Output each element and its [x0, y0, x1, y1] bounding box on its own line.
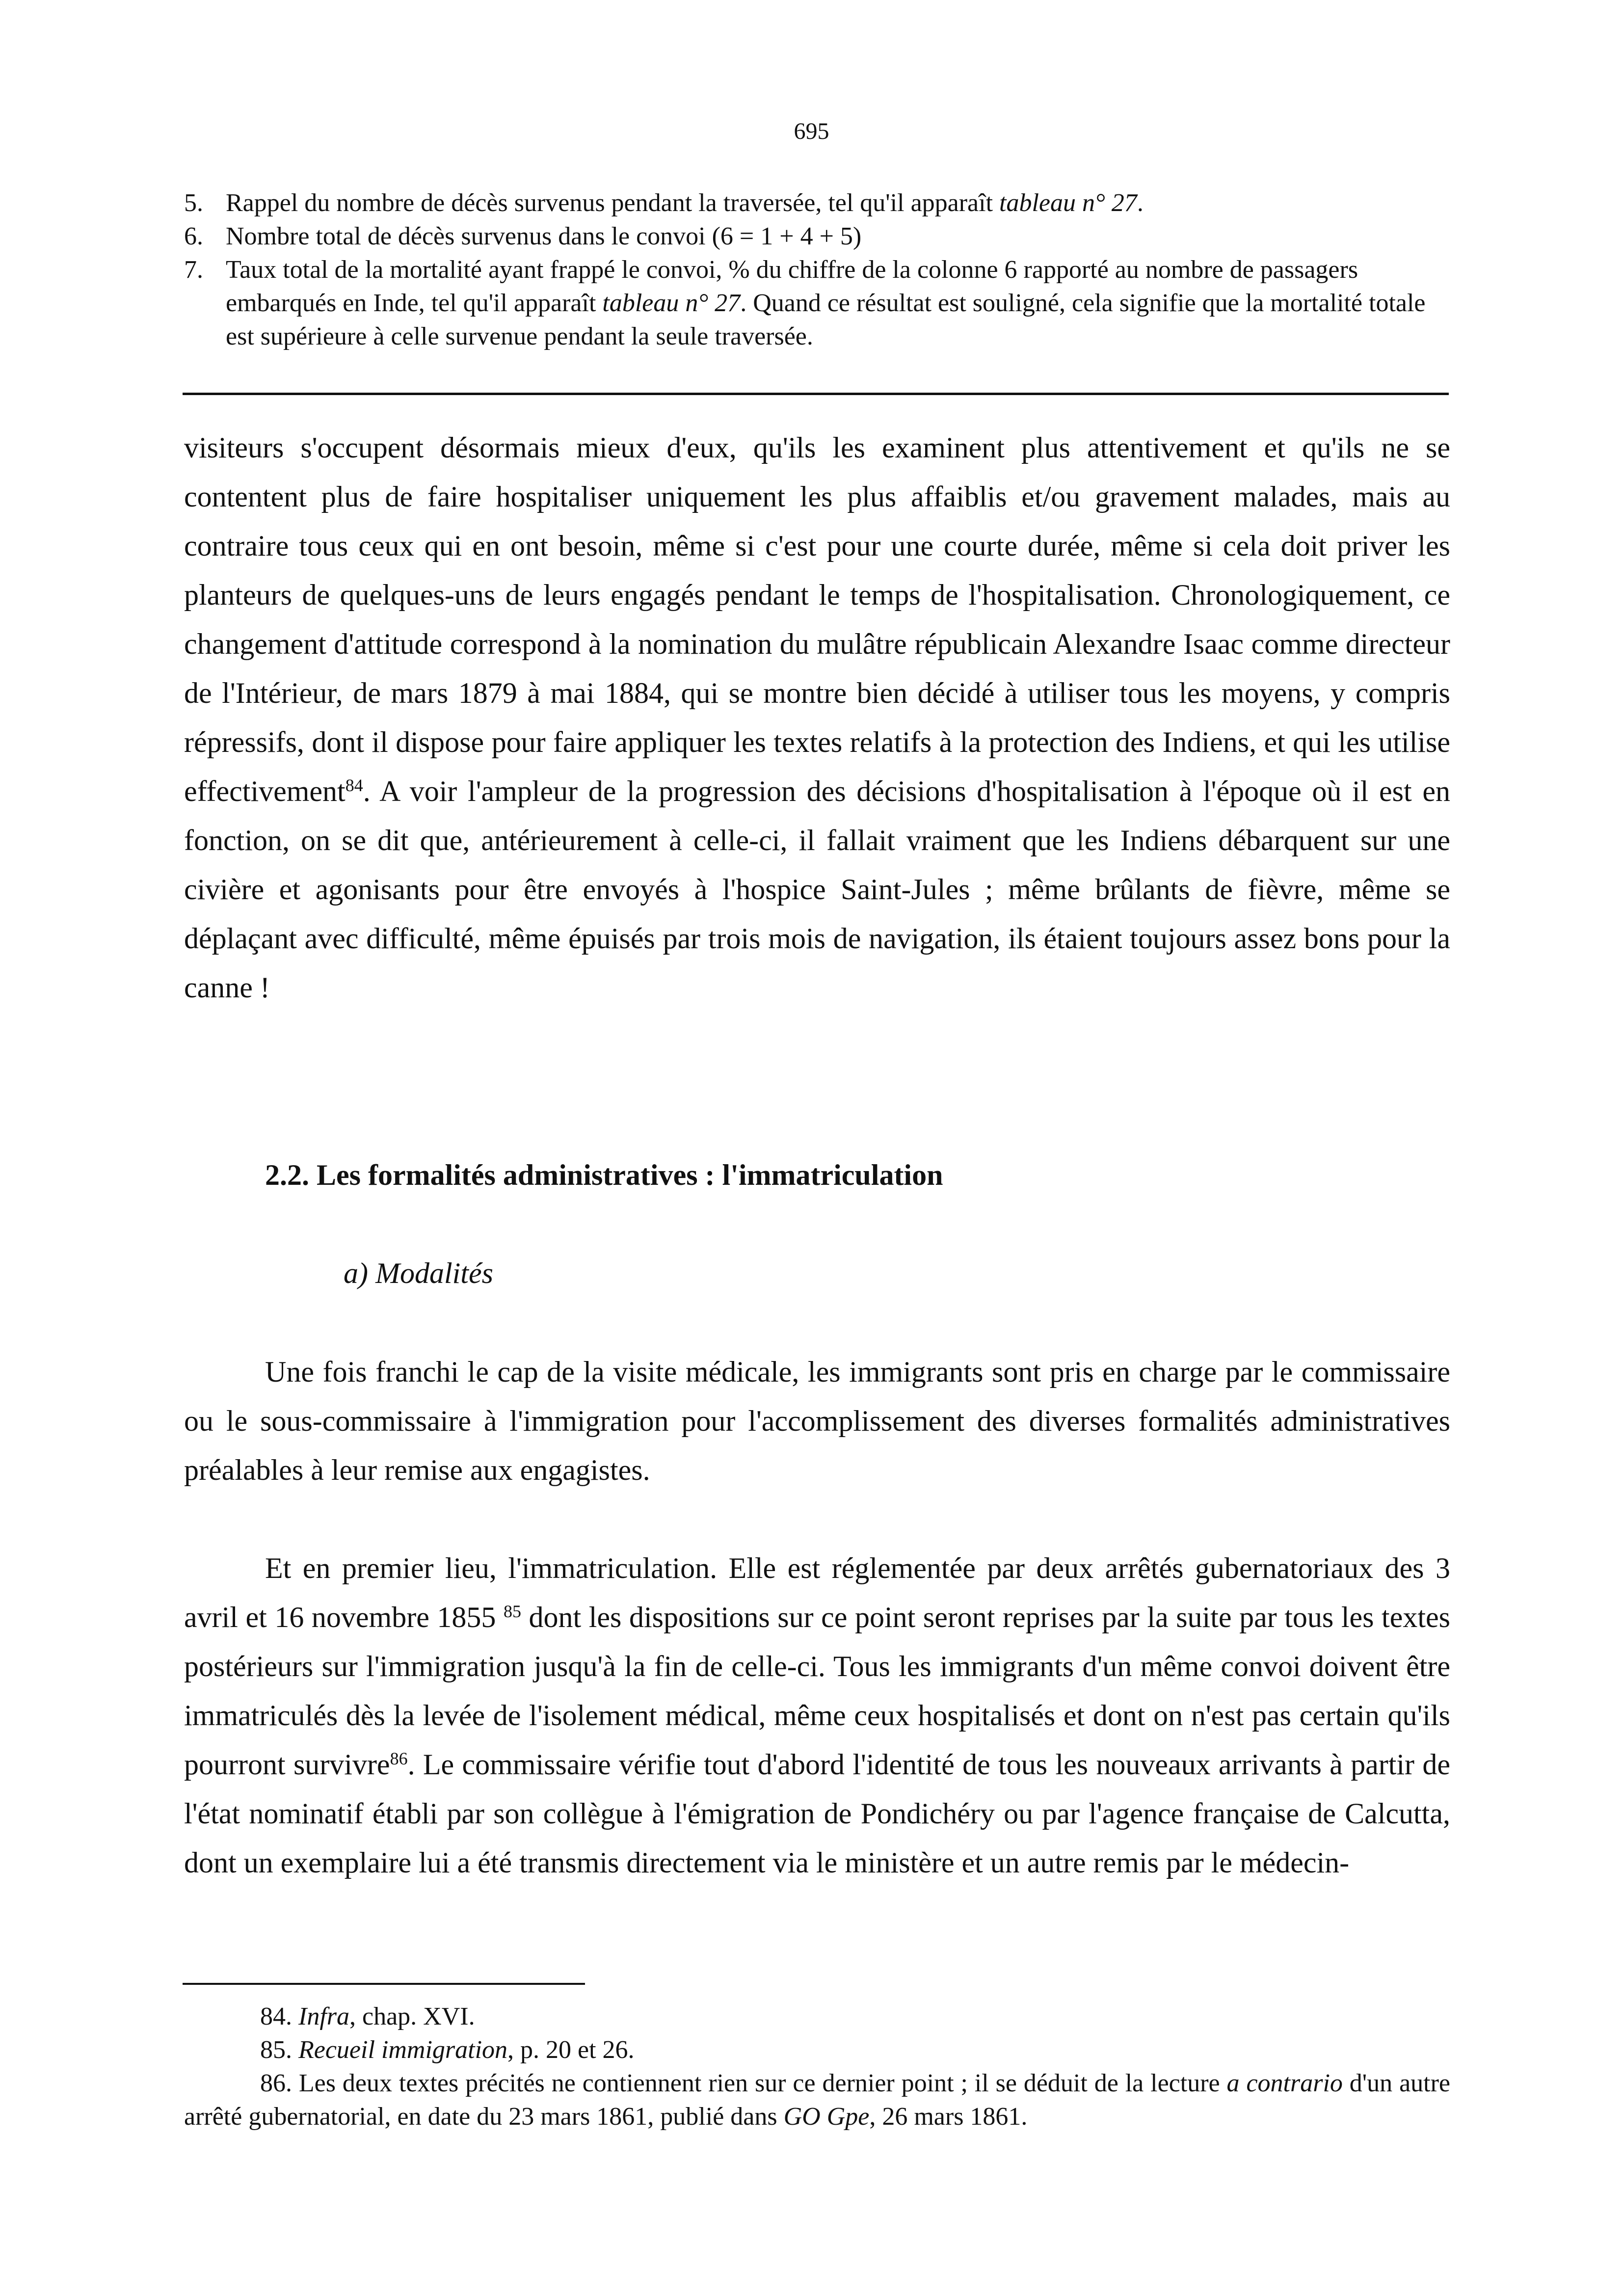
- body-paragraph: Une fois franchi le cap de la visite médicale, les immigrants sont pris en charge par le commissaire ou le sous-commissaire à l'immigration pour l'accomplissement des diverses formalités administratives préalables à leur remise aux engagistes.: [184, 1356, 1450, 1486]
- footnote-number: 86.: [260, 2069, 292, 2097]
- paragraph-text: Et en premier lieu, l'immatriculation. Elle est réglementée par deux arrêtés gubernatoriaux des 3 avril et 16 novembre 1855: [184, 1552, 1450, 1633]
- table-note-number: 5.: [184, 189, 203, 217]
- table-note-text: Nombre total de décès survenus dans le convoi (6 = 1 + 4 + 5): [226, 222, 862, 250]
- table-note-number: 6.: [184, 222, 203, 250]
- body-paragraph: [184, 1544, 1450, 1887]
- footnote: [184, 2000, 1450, 2033]
- footnote-italic: a contrario: [1226, 2069, 1343, 2097]
- footnote-reference[interactable]: 85: [503, 1602, 521, 1621]
- footnote-number: 85.: [260, 2036, 292, 2064]
- footnote: [184, 2067, 1450, 2134]
- footnote-text: , p. 20 et 26.: [507, 2036, 635, 2064]
- section-heading: 2.2. Les formalités administratives : l'immatriculation: [265, 1159, 943, 1191]
- footnote-reference[interactable]: 86: [390, 1749, 408, 1768]
- footnotes: [184, 2000, 1450, 2134]
- footnote-italic: Infra: [298, 2002, 349, 2030]
- table-notes: [184, 187, 1450, 353]
- table-note-text: . Quand ce résultat est souligné, cela signifie que la mortalité totale est supérieure à celle survenue pendant la seule traversée.: [226, 289, 1426, 350]
- footnote-italic: GO Gpe: [783, 2103, 870, 2131]
- footnote-number: 84.: [260, 2002, 292, 2030]
- table-note-number: 7.: [184, 256, 203, 284]
- table-note-text: Taux total de la mortalité ayant frappé le convoi, % du chiffre de la colonne 6 rapporté au nombre de passagers embarqués en Inde, tel qu'il apparaît: [226, 256, 1358, 317]
- footnote-reference[interactable]: 84: [345, 775, 363, 795]
- footnote-text: , chap. XVI.: [349, 2002, 475, 2030]
- paragraph-text: . A voir l'ampleur de la progression des décisions d'hospitalisation à l'époque où il est en fonction, on se dit que, antérieurement à celle-ci, il fallait vraiment que les Indiens débarquent sur une civière et agonisants pour être envoyés à l'hospice Saint-Jules ; même brûlants de fièvre, même se déplaçant avec difficulté, même épuisés par trois mois de navigation, ils étaient toujours assez bons pour la canne !: [184, 775, 1450, 1004]
- footnote-text: , 26 mars 1861.: [869, 2103, 1028, 2131]
- subsection-heading: a) Modalités: [344, 1257, 493, 1289]
- table-note-italic: tableau n° 27: [602, 289, 741, 317]
- footnote-italic: Recueil immigration: [298, 2036, 508, 2064]
- footnote: [184, 2033, 1450, 2067]
- table-note-text: Rappel du nombre de décès survenus pendant la traversée, tel qu'il apparaît: [226, 189, 1000, 217]
- table-note-item: [184, 253, 1450, 353]
- table-note-italic: tableau n° 27: [999, 189, 1137, 217]
- paragraph-text: dont les dispositions sur ce point seront reprises par la suite par tous les textes postérieurs sur l'immigration jusqu'à la fin de celle-ci. Tous les immigrants d'un même convoi doivent être immatriculés dès la levée de l'isolement médical, même ceux hospitalisés et dont on n'est pas certain qu'ils pourront survivre: [184, 1601, 1450, 1781]
- table-note-item: [184, 220, 1450, 253]
- footnote-text: Les deux textes précités ne contiennent rien sur ce dernier point ; il se déduit de la lecture: [298, 2069, 1227, 2097]
- footnote-text: d'un autre arrêté gubernatorial, en date du 23 mars 1861, publié dans: [184, 2069, 1451, 2131]
- table-note-item: [184, 187, 1450, 220]
- paragraph-text: visiteurs s'occupent désormais mieux d'eux, qu'ils les examinent plus attentivement et qu'ils ne se contentent plus de faire hospitaliser uniquement les plus affaiblis et/ou gravement malades, mais au contraire tous ceux qui en ont besoin, même si c'est pour une courte durée, même si cela doit priver les planteurs de quelques-uns de leurs engagés pendant le temps de l'hospitalisation. Chronologiquement, ce changement d'attitude correspond à la nomination du mulâtre républicain Alexandre Isaac comme directeur de l'Intérieur, de mars 1879 à mai 1884, qui se montre bien décidé à utiliser tous les moyens, y compris répressifs, dont il dispose pour faire appliquer les textes relatifs à la protection des Indiens, et qui les utilise effectivement: [184, 431, 1450, 807]
- footnote-separator: [183, 1983, 585, 1985]
- body-paragraph: [184, 423, 1450, 1012]
- separator-rule: [183, 393, 1449, 395]
- table-note-text: .: [1137, 189, 1144, 217]
- paragraph-text: . Le commissaire vérifie tout d'abord l'identité de tous les nouveaux arrivants à partir de l'état nominatif établi par son collègue à l'émigration de Pondichéry ou par l'agence française de Calcutta, dont un exemplaire lui a été transmis directement via le ministère et un autre remis par le médecin-: [184, 1748, 1450, 1879]
- page-number: 695: [794, 118, 829, 144]
